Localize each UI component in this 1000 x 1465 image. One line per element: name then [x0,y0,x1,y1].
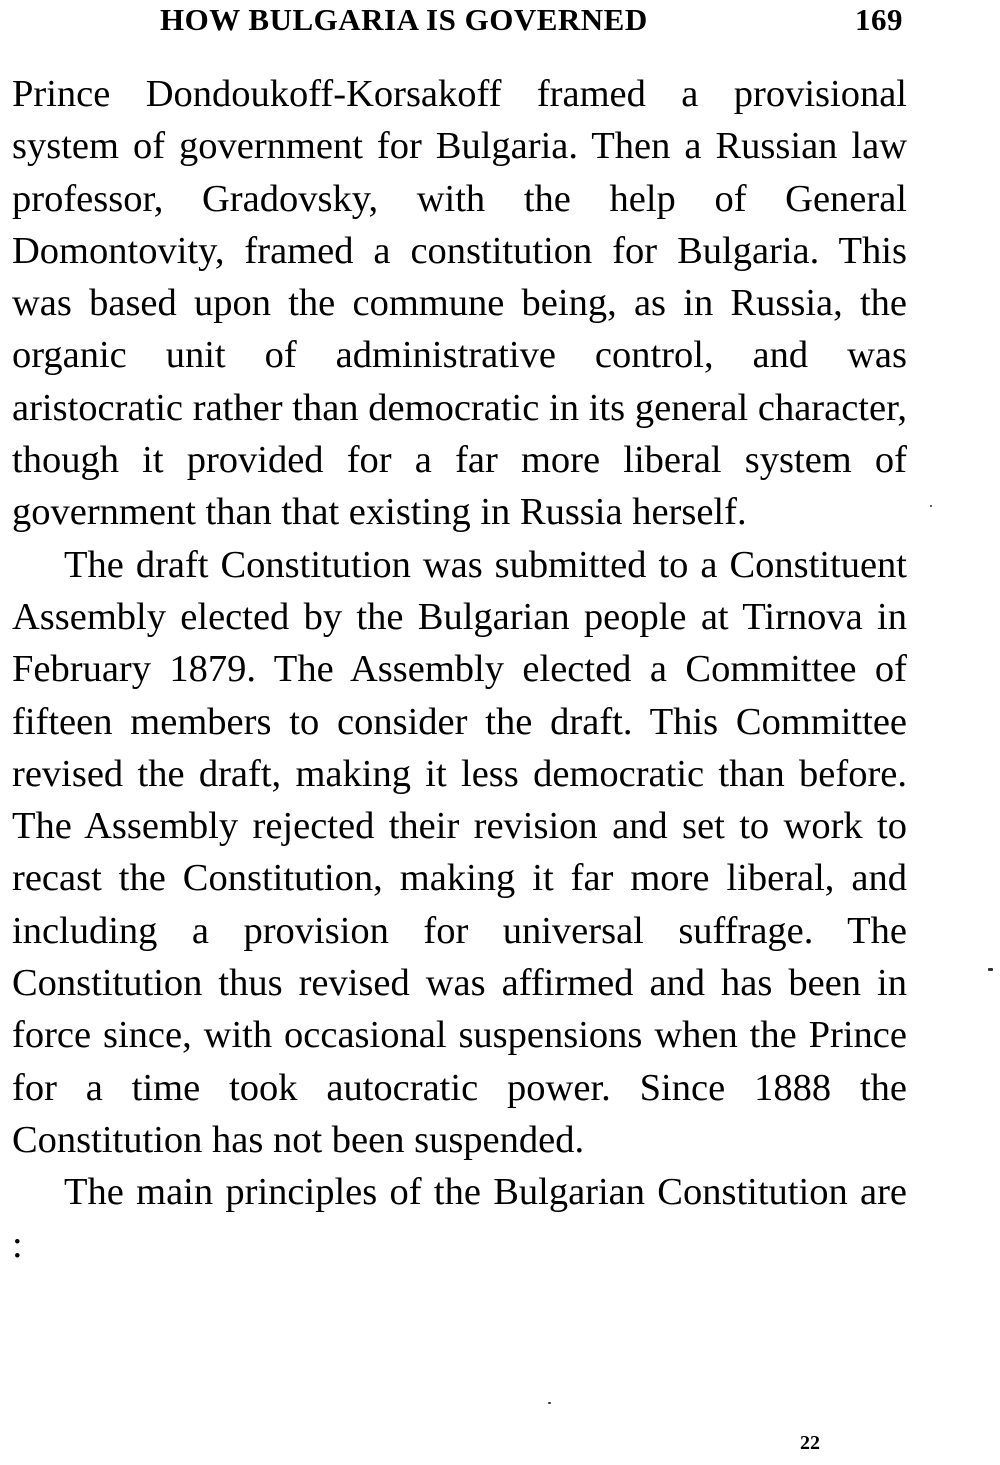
signature-mark: 22 [800,1432,820,1454]
page-number: 169 [855,2,903,37]
running-head [160,2,920,42]
scan-speck [988,968,993,971]
paragraph-3: The main principles of the Bulgarian Constitution are : [12,1171,907,1266]
scan-speck [548,1402,551,1404]
paragraph-1: Prince Dondoukoff-Korsakoff framed a provisional system of government for Bulgaria. Then a Russian law professor, Gradovsky, with the help of General Domontovity, framed a constitution for Bulgaria. This was based upon the commune being, as in Russia, the organic unit of administrative control, and was aristocratic rather than democratic in its general character, though it provided for a far more liberal system of government than that existing in Russia herself. [12,73,907,534]
body-text [12,68,907,1271]
scan-speck [930,505,932,507]
running-head-title: HOW BULGARIA IS GOVERNED [160,2,648,37]
paragraph-2: The draft Constitution was submitted to a Constituent Assembly elected by the Bulgarian people at Tirnova in February 1879. The Assembly elected a Committee of fifteen members to consider the draft. This Committee revised the draft, making it less democratic than before. The Assembly rejected their revision and set to work to recast the Constitution, making it far more liberal, and including a provision for universal suffrage. The Constitution thus revised was affirmed and has been in force since, with occasional suspensions when the Prince for a time took autocratic power. Since 1888 the Constitution has not been suspended. [12,543,907,1161]
